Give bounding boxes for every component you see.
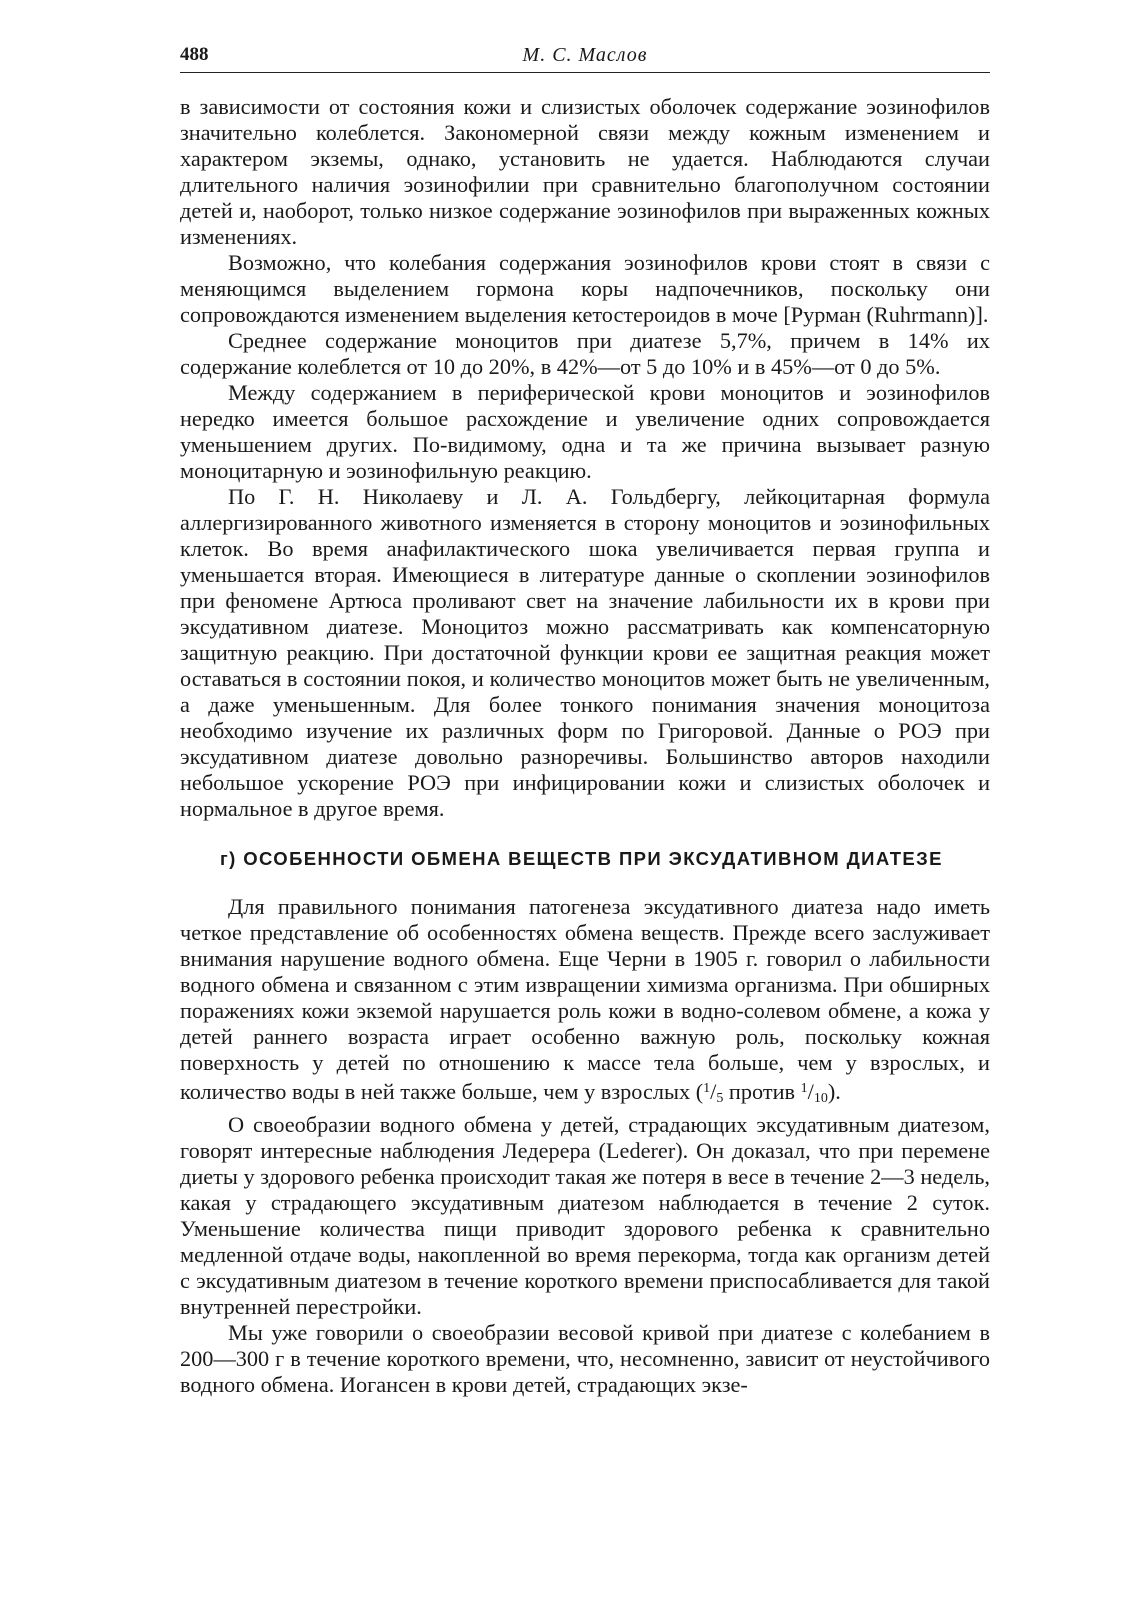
paragraph-weight-curve: Мы уже говорили о своеобразии весовой кривой при диатезе с колебанием в 200—300 г в течение короткого времени, что, несомненно, зависит от неустойчивого водного обмена. Иогансен в крови детей, страдающих экзе- — [180, 1320, 990, 1397]
paragraph-water-metabolism-text: Для правильного понимания патогенеза эксудативного диатеза надо иметь четкое представление об особенностях обмена веществ. Прежде всего заслуживает внимания нарушение водного обмена. Еще Черни в 1905 г. говорил о лабильности водного обмена и связанном с этим извращении химизма организма. При обширных поражениях кожи экземой нарушается роль кожи в водно-солевом обмене, а кожа у детей раннего возраста играет особенно важную роль, поскольку кожная поверхность у детей по отношению к массе тела больше, чем у взрослых, и количество воды в ней также больше, чем у взрослых ( — [180, 894, 990, 1104]
paragraph-monocyte-content: Среднее содержание моноцитов при диатезе 5,7%, причем в 14% их содержание колеблется от 10 до 20%, в 42%—от 5 до 10% и в 45%—от 0 до 5%. — [180, 328, 990, 379]
fraction-1-numerator: 1 — [703, 1081, 711, 1096]
running-head-author: М. С. Маслов — [522, 44, 648, 66]
fraction-separator: против — [723, 1079, 801, 1104]
paragraph-monocyte-eosinophil-divergence: Между содержанием в периферической крови моноцитов и эозинофилов нередко имеется большое расхождение и увеличение одних сопровождается уменьшением других. По-видимому, одна и та же причина вызывает разную моноцитарную и эозинофильную реакцию. — [180, 380, 990, 483]
body-text — [180, 94, 990, 1398]
fraction-2-numerator: 1 — [800, 1081, 808, 1096]
paragraph-water-metabolism: Для правильного понимания патогенеза эксудативного диатеза надо иметь четкое представление об особенностях обмена веществ. Прежде всего заслуживает внимания нарушение водного обмена. Еще Черни в 1905 г. говорил о лабильности водного обмена и связанном с этим извращении химизма организма. При обширных поражениях кожи экземой нарушается роль кожи в водно-солевом обмене, а кожа у детей раннего возраста играет особенно важную роль, поскольку кожная поверхность у детей по отношению к массе тела больше, чем у взрослых, и количество воды в ней также больше, чем у взрослых ($^1/_5$ против $^1/_{10}$). — [180, 894, 990, 1106]
paragraph-lederer-observations: О своеобразии водного обмена у детей, страдающих эксудативным диатезом, говорят интересные наблюдения Ледерера (Lederer). Он доказал, что при перемене диеты у здорового ребенка происходит такая же потеря в весе в течение 2—3 недель, какая у страдающего эксудативным диатезом наблюдается в течение 2 суток. Уменьшение количества пищи приводит здорового ребенка к сравнительно медленной отдаче воды, накопленной во время перекорма, тогда как организм детей с эксудативным диатезом в течение короткого времени приспосабливается для такой внутренней перестройки. — [180, 1112, 990, 1319]
section-heading: г) ОСОБЕННОСТИ ОБМЕНА ВЕЩЕСТВ ПРИ ЭКСУДАТИВНОМ ДИАТЕЗЕ — [220, 848, 943, 869]
running-head — [180, 44, 990, 73]
paragraph-adrenal-hormone: Возможно, что колебания содержания эозинофилов крови стоят в связи с меняющимся выделением гормона коры надпочечников, поскольку они сопровождаются изменением выделения кетостероидов в моче [Рурман (Ruhrmann)]. — [180, 250, 990, 327]
page-number: 488 — [180, 44, 209, 65]
fraction-1-denominator: 5 — [716, 1091, 724, 1106]
paragraph-leukocyte-formula: По Г. Н. Николаеву и Л. А. Гольдбергу, лейкоцитарная формула аллергизированного животного изменяется в сторону моноцитов и эозинофильных клеток. Во время анафилактического шока увеличивается первая группа и уменьшается вторая. Имеющиеся в литературе данные о скоплении эозинофилов при феномене Артюса проливают свет на значение лабильности их в крови при эксудативном диатезе. Моноцитоз можно рассматривать как компенсаторную защитную реакцию. При достаточной функции крови ее защитная реакция может оставаться в состоянии покоя, и количество моноцитов может быть не увеличенным, а даже уменьшенным. Для более тонкого понимания значения моноцитоза необходимо изучение их различных форм по Григоровой. Данные о РОЭ при эксудативном диатезе довольно разноречивы. Большинство авторов находили небольшое ускорение РОЭ при инфицировании кожи и слизистых оболочек и нормальное в другое время. — [180, 484, 990, 821]
paragraph-eosinophil-variation: в зависимости от состояния кожи и слизистых оболочек содержание эозинофилов значительно колеблется. Закономерной связи между кожным изменением и характером экземы, однако, установить не удается. Наблюдаются случаи длительного наличия эозинофилии при сравнительно благополучном состоянии детей и, наоборот, только низкое содержание эозинофилов при выраженных кожных изменениях. — [180, 94, 990, 249]
paragraph-water-metabolism-end: ). — [827, 1079, 841, 1104]
fraction-2-denominator: 10 — [813, 1091, 828, 1106]
